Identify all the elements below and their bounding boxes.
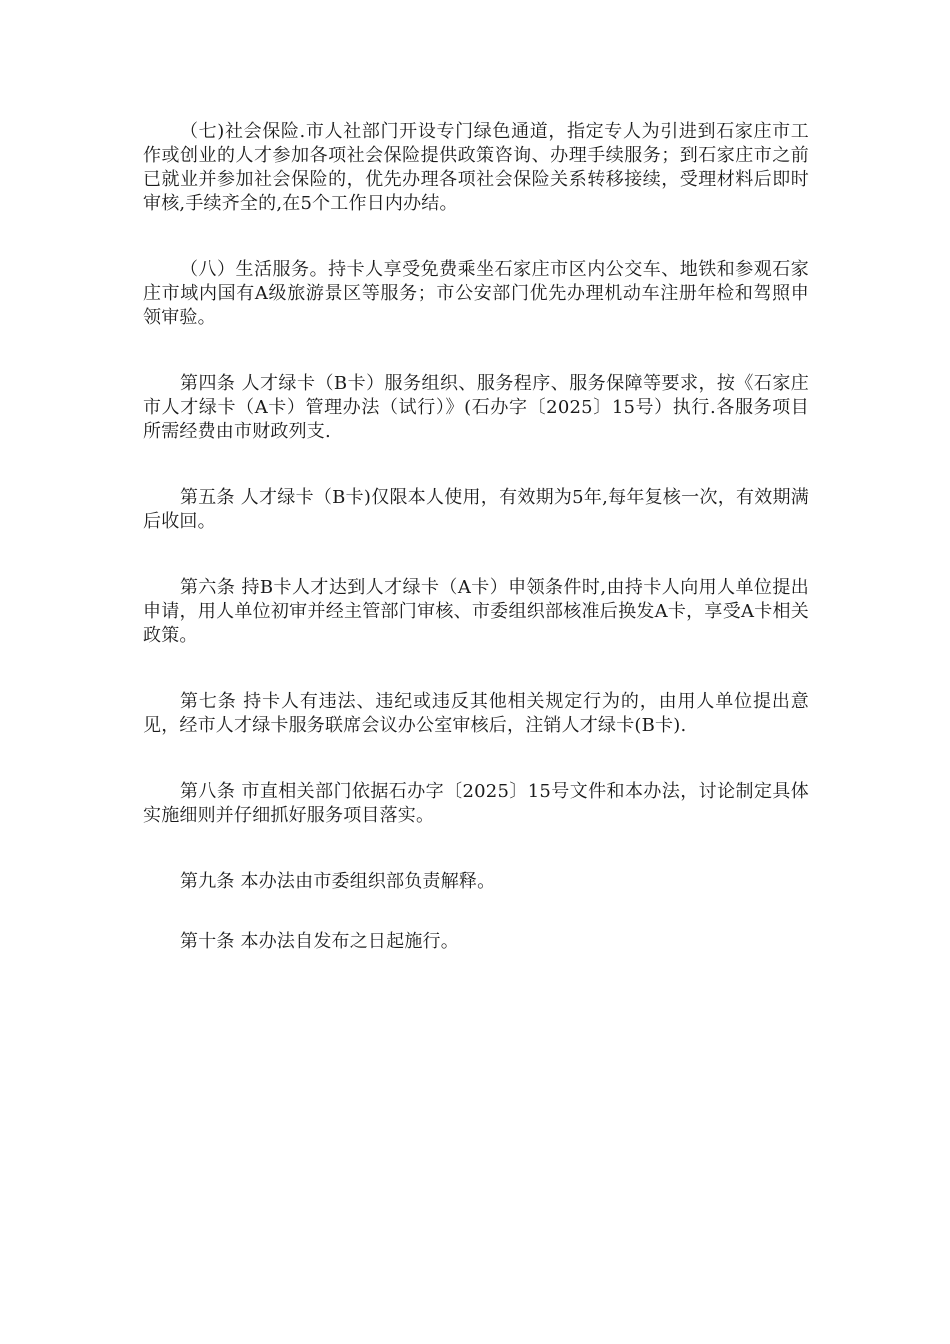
paragraph-life-services: （八）生活服务。持卡人享受免费乘坐石家庄市区内公交车、地铁和参观石家庄市域内国有A级旅游景区等服务；市公安部门优先办理机动车注册年检和驾照申领审验。 (143, 259, 809, 328)
paragraph-article-10: 第十条 本办法自发布之日起施行。 (180, 931, 459, 952)
paragraph-article-4: 第四条 人才绿卡（B卡）服务组织、服务程序、服务保障等要求，按《石家庄市人才绿卡（A卡）管理办法（试行）》(石办字〔2025〕15号）执行.各服务项目所需经费由市财政列支. (143, 373, 809, 442)
paragraph-article-5: 第五条 人才绿卡（B卡)仅限本人使用，有效期为5年,每年复核一次，有效期满后收回。 (143, 487, 809, 532)
paragraph-article-7: 第七条 持卡人有违法、违纪或违反其他相关规定行为的，由用人单位提出意见，经市人才绿卡服务联席会议办公室审核后，注销人才绿卡(B卡). (143, 691, 809, 736)
paragraph-social-insurance: （七)社会保险.市人社部门开设专门绿色通道，指定专人为引进到石家庄市工作或创业的人才参加各项社会保险提供政策咨询、办理手续服务；到石家庄市之前已就业并参加社会保险的，优先办理各项社会保险关系转移接续，受理材料后即时审核,手续齐全的,在5个工作日内办结。 (143, 121, 809, 214)
paragraph-article-9: 第九条 本办法由市委组织部负责解释。 (180, 871, 496, 892)
document-page (143, 120, 809, 990)
paragraph-article-8: 第八条 市直相关部门依据石办字〔2025〕15号文件和本办法，讨论制定具体实施细则并仔细抓好服务项目落实。 (143, 781, 809, 826)
paragraph-article-6: 第六条 持B卡人才达到人才绿卡（A卡）申领条件时,由持卡人向用人单位提出申请，用人单位初审并经主管部门审核、市委组织部核准后换发A卡，享受A卡相关政策。 (143, 577, 809, 646)
